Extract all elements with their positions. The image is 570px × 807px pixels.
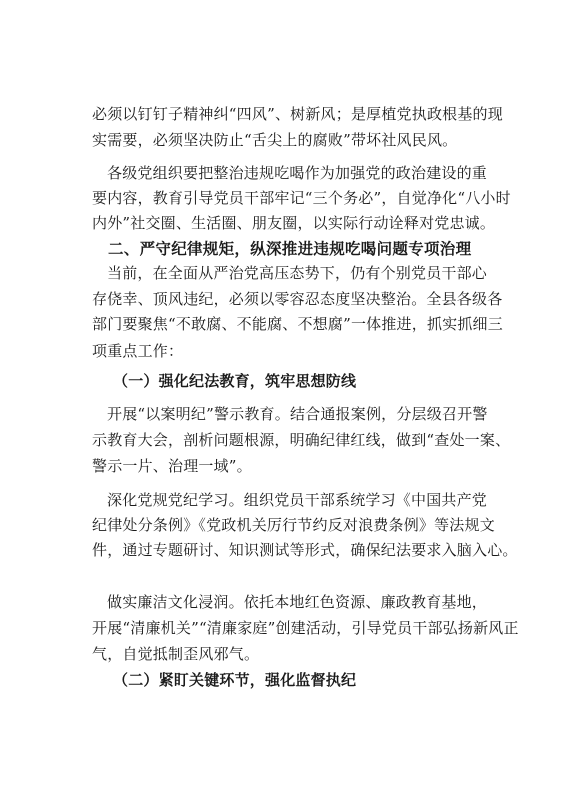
body-text-line: 示教育大会，剖析问题根源，明确纪律红线，做到“查处一案、 <box>92 431 511 449</box>
body-text-line: 要内容，教育引导党员干部牢记“三个务必”，自觉净化“八小时 <box>92 189 511 207</box>
body-text-line: 项重点工作： <box>92 342 184 360</box>
body-text-line: 必须以钉钉子精神纠“四风”、树新风；是厚植党执政根基的现 <box>92 105 503 123</box>
paragraph-first-line: 深化党规党纪学习。组织党员干部系统学习《中国共产党 <box>107 491 488 509</box>
paragraph-first-line: 各级党组织要把整治违规吃喝作为加强党的政治建设的重 <box>107 164 488 182</box>
body-text-line: 气，自觉抵制歪风邪气。 <box>92 645 260 663</box>
paragraph-first-line: 开展“以案明纪”警示教育。结合通报案例，分层级召开警 <box>107 405 488 423</box>
body-text-line: 件，通过专题研讨、知识测试等形式，确保纪法要求入脑入心。 <box>92 541 518 559</box>
body-text-line: 部门要聚焦“不敢腐、不能腐、不想腐”一体推进，抓实抓细三 <box>92 315 503 333</box>
paragraph-first-line: 做实廉洁文化浸润。依托本地红色资源、廉政教育基地， <box>107 593 488 611</box>
body-text-line: 存侥幸、顶风违纪，必须以零容忍态度坚决整治。全县各级各 <box>92 290 503 308</box>
body-text-line: 内外”社交圈、生活圈、朋友圈，以实际行动诠释对党忠诚。 <box>92 214 496 232</box>
body-text-line: 实需要，必须坚决防止“舌尖上的腐败”带坏社风民风。 <box>92 131 458 149</box>
paragraph-first-line: 当前，在全面从严治党高压态势下，仍有个别党员干部心 <box>107 264 488 282</box>
section-heading: 二、严守纪律规矩，纵深推进违规吃喝问题专项治理 <box>108 239 472 258</box>
subsection-heading: （二）紧盯关键环节，强化监督执纪 <box>113 671 357 689</box>
body-text-line: 纪律处分条例》《党政机关厉行节约反对浪费条例》等法规文 <box>92 516 495 534</box>
subsection-heading: （一）强化纪法教育，筑牢思想防线 <box>113 372 357 390</box>
body-text-line: 开展“清廉机关”“清廉家庭”创建活动，引导党员干部弘扬新风正 <box>92 619 519 637</box>
body-text-line: 警示一片、治理一域”。 <box>92 457 252 475</box>
